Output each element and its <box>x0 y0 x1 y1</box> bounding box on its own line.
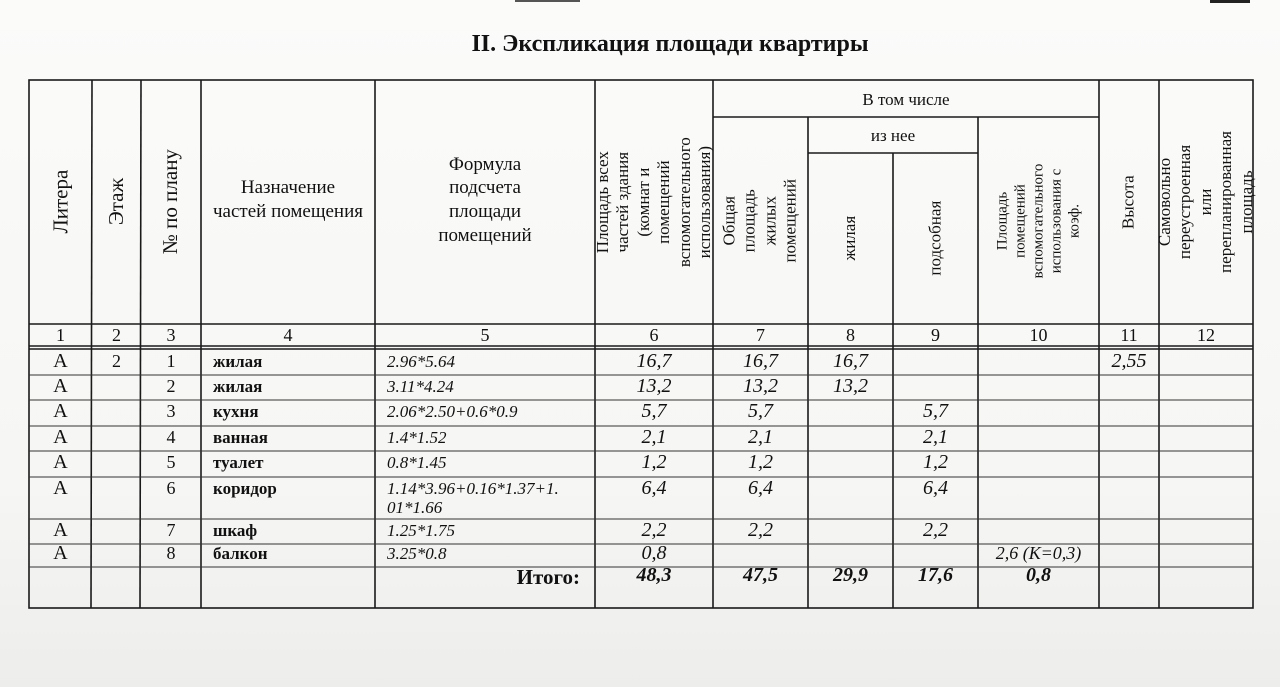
cell-no: 2 <box>166 376 176 396</box>
col-number: 8 <box>846 325 855 345</box>
col-number: 11 <box>1120 325 1138 345</box>
header-ploshchad-vsekh: Площадь всех частей здания (комнат и помещений вспомогательного использования) <box>592 137 714 267</box>
cell-total: 2,2 <box>641 519 667 541</box>
header-formula: Формула подсчета площади помещений <box>438 153 532 246</box>
header-iz-nee: из нее <box>870 126 916 146</box>
cell-total: 0,8 <box>641 542 667 564</box>
cell-obshch: 13,2 <box>743 375 778 397</box>
header-podsobnaya: подсобная <box>925 201 945 276</box>
cell-formula: 2.96*5.64 <box>387 352 455 371</box>
cell-purpose: ванная <box>213 428 268 447</box>
cell-litera: А <box>53 375 68 397</box>
cell-formula: 3.25*0.8 <box>387 544 447 563</box>
cell-formula: 2.06*2.50+0.6*0.9 <box>387 402 518 421</box>
header-zhilaya: жилая <box>840 216 860 261</box>
cell-obshch: 2,2 <box>748 519 773 541</box>
col-number: 12 <box>1197 325 1215 345</box>
cell-total: 16,7 <box>636 350 672 372</box>
cell-purpose: коридор <box>213 479 277 498</box>
cell-obshch: 5,7 <box>748 400 773 422</box>
cell-formula: 0.8*1.45 <box>387 453 447 472</box>
cell-no: 3 <box>166 401 176 421</box>
cell-etazh: 2 <box>112 351 121 371</box>
cell-no: 7 <box>166 520 176 540</box>
cell-zhil: 16,7 <box>833 350 868 372</box>
cell-no: 5 <box>166 452 176 472</box>
cell-podsob: 1,2 <box>923 451 948 473</box>
cell-purpose: кухня <box>213 402 259 421</box>
col-number: 6 <box>649 325 659 345</box>
col-number: 4 <box>283 325 293 345</box>
cell-obshch: 1,2 <box>748 451 773 473</box>
cell-litera: А <box>53 542 68 564</box>
totals-label: Итого: <box>516 565 580 589</box>
cell-litera: А <box>53 451 68 473</box>
totals-obshch: 47,5 <box>743 564 778 586</box>
cell-podsob: 2,1 <box>923 426 948 448</box>
header-litera: Литера <box>47 170 72 234</box>
header-vysota: Высота <box>1118 175 1138 229</box>
cell-formula: 1.14*3.96+0.16*1.37+1. 01*1.66 <box>387 479 559 517</box>
cell-obshch: 2,1 <box>748 426 773 448</box>
cell-podsob: 2,2 <box>923 519 948 541</box>
cell-obshch: 16,7 <box>743 350 778 372</box>
cell-podsob: 6,4 <box>923 477 948 499</box>
cell-podsob: 5,7 <box>923 400 948 422</box>
cell-vspom: 2,6 (К=0,3) <box>995 543 1082 563</box>
cell-litera: А <box>53 426 68 448</box>
cell-no: 8 <box>166 543 176 563</box>
cell-no: 1 <box>166 351 176 371</box>
cell-total: 1,2 <box>641 451 667 473</box>
header-naznachenie: Назначение частей помещения <box>213 177 363 222</box>
totals-total: 48,3 <box>636 564 672 586</box>
cell-purpose: балкон <box>213 544 268 563</box>
cell-formula: 1.25*1.75 <box>387 521 455 540</box>
totals-podsob: 17,6 <box>918 564 953 586</box>
cell-litera: А <box>53 477 68 499</box>
cell-total: 6,4 <box>641 477 667 499</box>
document-title: II. Экспликация площади квартиры <box>471 31 869 57</box>
cell-formula: 3.11*4.24 <box>387 377 454 396</box>
totals-zhil: 29,9 <box>833 564 868 586</box>
cell-no: 4 <box>166 427 176 447</box>
header-v-tom-chisle: В том числе <box>862 90 950 110</box>
header-no-po-planu: № по плану <box>158 149 183 255</box>
col-number: 3 <box>166 325 176 345</box>
cell-total: 2,1 <box>641 426 667 448</box>
cell-total: 5,7 <box>641 400 667 422</box>
cell-litera: А <box>53 519 68 541</box>
header-vspomog: Площадь помещений вспомогательного использования с коэф. <box>994 163 1083 278</box>
col-number: 7 <box>756 325 765 345</box>
cell-purpose: шкаф <box>213 521 258 540</box>
cell-obshch: 6,4 <box>748 477 773 499</box>
cell-litera: А <box>53 400 68 422</box>
cell-no: 6 <box>166 478 176 498</box>
header-etazh: Этаж <box>103 178 128 226</box>
header-samovolno: Самовольно переустроенная или перепланированная площадь <box>1155 131 1256 273</box>
totals-vspom: 0,8 <box>1026 564 1051 586</box>
cell-total: 13,2 <box>636 375 672 397</box>
header-obshchaya: Общая площадь жилых помещений <box>719 178 800 263</box>
col-number: 2 <box>112 325 121 345</box>
cell-zhil: 13,2 <box>833 375 868 397</box>
col-number: 9 <box>931 325 940 345</box>
cell-purpose: жилая <box>213 377 263 396</box>
cell-litera: А <box>53 350 68 372</box>
cell-formula: 1.4*1.52 <box>387 428 447 447</box>
cell-purpose: туалет <box>213 453 264 472</box>
cell-purpose: жилая <box>213 352 263 371</box>
col-number: 10 <box>1029 325 1048 345</box>
cell-vysota: 2,55 <box>1111 350 1147 372</box>
col-number: 5 <box>480 325 490 345</box>
col-number: 1 <box>56 325 65 345</box>
